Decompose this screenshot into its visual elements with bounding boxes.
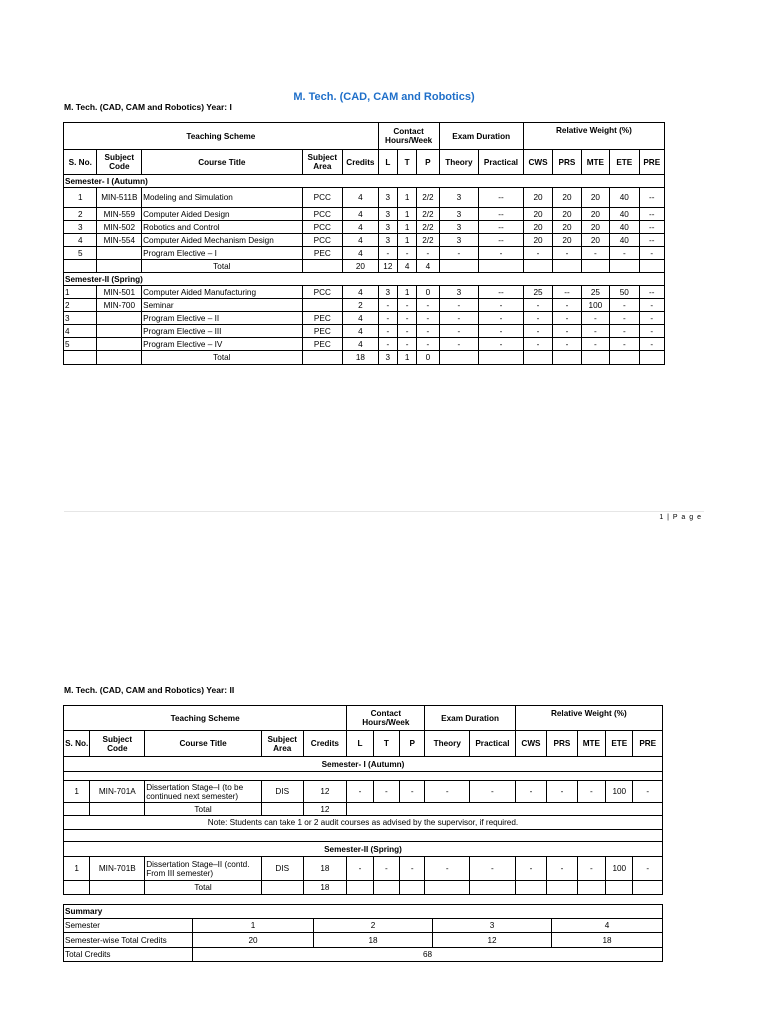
total-p: 0 xyxy=(417,351,439,365)
cell-col-10: 25 xyxy=(523,286,552,299)
cell-col-11: - xyxy=(547,781,577,803)
semester-label: Semester- I (Autumn) xyxy=(64,757,663,772)
spacer-row xyxy=(64,830,663,842)
cell-col-7: - xyxy=(400,781,425,803)
cell-col-8: - xyxy=(439,325,479,338)
year2-heading: M. Tech. (CAD, CAM and Robotics) Year: II xyxy=(64,685,235,695)
cell-col-7: 2/2 xyxy=(417,221,439,234)
column-header: Subject Code xyxy=(90,731,145,757)
cell-col-7: - xyxy=(417,247,439,260)
cell-col-11: -- xyxy=(553,286,581,299)
cell-col-8: - xyxy=(425,781,470,803)
cell-col-4: 4 xyxy=(343,338,379,351)
cell-col-4: 4 xyxy=(343,325,379,338)
cell-col-13: 50 xyxy=(610,286,639,299)
cell-col-0: 3 xyxy=(64,312,97,325)
cell-col-10: 20 xyxy=(523,234,552,247)
cell-col-0: 5 xyxy=(64,338,97,351)
cell-col-9: - xyxy=(479,312,524,325)
table-row xyxy=(64,208,665,221)
column-header: PRS xyxy=(547,731,577,757)
summary-credit: 18 xyxy=(552,933,663,948)
column-header: PRE xyxy=(639,150,664,175)
cell-col-4: 4 xyxy=(343,286,379,299)
cell-col-11: - xyxy=(553,299,581,312)
cell-col-1 xyxy=(97,338,142,351)
table-row xyxy=(64,299,665,312)
summary-semester: 2 xyxy=(314,919,433,933)
cell-col-3: PEC xyxy=(302,338,343,351)
semester-label: Semester- I (Autumn) xyxy=(64,175,665,188)
total-t: 4 xyxy=(397,260,416,273)
cell-col-9: -- xyxy=(479,221,524,234)
cell-col-3: PCC xyxy=(302,234,343,247)
table-row xyxy=(64,221,665,234)
total-label: Total xyxy=(142,351,302,365)
total-t: 1 xyxy=(397,351,416,365)
cell-col-2: Dissertation Stage–I (to be continued next semester) xyxy=(145,781,262,803)
cell-col-7: - xyxy=(417,338,439,351)
cell-col-5: - xyxy=(347,857,373,881)
cell-col-4: 12 xyxy=(303,781,347,803)
cell-col-14: - xyxy=(639,299,664,312)
year1-heading: M. Tech. (CAD, CAM and Robotics) Year: I xyxy=(64,102,232,112)
cell-col-14: - xyxy=(639,247,664,260)
cell-col-0: 5 xyxy=(64,247,97,260)
cell-col-5: 3 xyxy=(378,286,397,299)
column-header: L xyxy=(347,731,373,757)
table-row xyxy=(64,857,663,881)
cell-col-1 xyxy=(97,312,142,325)
cell-col-12: 20 xyxy=(581,208,609,221)
column-header: Theory xyxy=(425,731,470,757)
cell-col-12: - xyxy=(581,325,609,338)
spacer-row xyxy=(64,772,663,781)
cell-col-6: - xyxy=(397,325,416,338)
cell-col-12: 20 xyxy=(581,234,609,247)
cell-col-5: 3 xyxy=(378,221,397,234)
group-header-row xyxy=(64,123,665,150)
cell-col-2: Program Elective – III xyxy=(142,325,302,338)
cell-col-6: - xyxy=(397,338,416,351)
cell-col-11: 20 xyxy=(553,234,581,247)
cell-col-8: 3 xyxy=(439,234,479,247)
table-row xyxy=(64,781,663,803)
cell-col-6: 1 xyxy=(397,221,416,234)
total-credits: 12 xyxy=(303,803,347,816)
summary-semester: 3 xyxy=(433,919,552,933)
cell-col-10: - xyxy=(523,325,552,338)
column-header: PRE xyxy=(633,731,663,757)
cell-col-2: Computer Aided Manufacturing xyxy=(142,286,302,299)
cell-col-6: 1 xyxy=(397,234,416,247)
cell-col-10: - xyxy=(523,338,552,351)
column-header: CWS xyxy=(515,731,546,757)
cell-col-8: - xyxy=(439,338,479,351)
cell-col-13: 100 xyxy=(606,781,633,803)
cell-col-9: -- xyxy=(479,286,524,299)
total-p: 4 xyxy=(417,260,439,273)
column-header: Course Title xyxy=(142,150,302,175)
cell-col-4: 18 xyxy=(303,857,347,881)
total-l: 12 xyxy=(378,260,397,273)
note-text: Note: Students can take 1 or 2 audit courses as advised by the supervisor, if required. xyxy=(64,816,663,830)
column-header: Practical xyxy=(479,150,524,175)
cell-col-6: - xyxy=(397,247,416,260)
cell-col-3: DIS xyxy=(261,781,303,803)
cell-col-7: 2/2 xyxy=(417,188,439,208)
cell-col-13: - xyxy=(610,299,639,312)
cell-col-4: 4 xyxy=(343,312,379,325)
cell-col-5: - xyxy=(378,338,397,351)
cell-col-13: 40 xyxy=(610,234,639,247)
cell-col-12: - xyxy=(581,247,609,260)
column-header: ETE xyxy=(606,731,633,757)
summary-table xyxy=(63,904,663,962)
table-row xyxy=(64,338,665,351)
semester-label: Semester-II (Spring) xyxy=(64,273,665,286)
cell-col-0: 1 xyxy=(64,188,97,208)
column-header: Theory xyxy=(439,150,479,175)
cell-col-0: 1 xyxy=(64,781,90,803)
cell-col-13: 40 xyxy=(610,188,639,208)
column-header: T xyxy=(397,150,416,175)
cell-col-5: - xyxy=(378,247,397,260)
summary-credits-label: Semester-wise Total Credits xyxy=(64,933,193,948)
cell-col-8: 3 xyxy=(439,208,479,221)
exam-duration-header: Exam Duration xyxy=(425,706,515,731)
cell-col-11: - xyxy=(553,312,581,325)
cell-col-8: 3 xyxy=(439,286,479,299)
column-header: Subject Area xyxy=(261,731,303,757)
cell-col-8: - xyxy=(439,299,479,312)
cell-col-6: - xyxy=(397,299,416,312)
cell-col-0: 3 xyxy=(64,221,97,234)
cell-col-6: 1 xyxy=(397,208,416,221)
cell-col-1: MIN-701A xyxy=(90,781,145,803)
cell-col-10: - xyxy=(515,781,546,803)
column-header: CWS xyxy=(523,150,552,175)
relative-weight-header: Relative Weight (%) xyxy=(515,706,662,731)
column-header: Credits xyxy=(343,150,379,175)
teaching-scheme-header: Teaching Scheme xyxy=(64,706,347,731)
cell-col-3: PCC xyxy=(302,208,343,221)
cell-col-10: - xyxy=(515,857,546,881)
relative-weight-header: Relative Weight (%) xyxy=(523,123,664,150)
summary-credit: 12 xyxy=(433,933,552,948)
cell-col-1: MIN-554 xyxy=(97,234,142,247)
summary-heading: Summary xyxy=(64,905,663,919)
cell-col-6: 1 xyxy=(397,188,416,208)
cell-col-9: - xyxy=(479,299,524,312)
cell-col-0: 2 xyxy=(64,208,97,221)
cell-col-13: 40 xyxy=(610,221,639,234)
cell-col-9: - xyxy=(479,325,524,338)
cell-col-2: Robotics and Control xyxy=(142,221,302,234)
cell-col-8: 3 xyxy=(439,188,479,208)
cell-col-5: - xyxy=(378,325,397,338)
cell-col-6: - xyxy=(373,857,399,881)
table-row xyxy=(64,312,665,325)
column-header: ETE xyxy=(610,150,639,175)
cell-col-8: - xyxy=(439,247,479,260)
cell-col-1: MIN-501 xyxy=(97,286,142,299)
table-row xyxy=(64,188,665,208)
teaching-scheme-header: Teaching Scheme xyxy=(64,123,379,150)
cell-col-3: DIS xyxy=(261,857,303,881)
page-divider xyxy=(64,511,704,512)
summary-semester: 1 xyxy=(193,919,314,933)
column-header: T xyxy=(373,731,399,757)
table-row xyxy=(64,247,665,260)
cell-col-5: - xyxy=(378,299,397,312)
cell-col-0: 1 xyxy=(64,286,97,299)
table-row xyxy=(64,325,665,338)
total-credits: 18 xyxy=(343,351,379,365)
table-row xyxy=(64,286,665,299)
cell-col-7: 2/2 xyxy=(417,208,439,221)
cell-col-4: 4 xyxy=(343,208,379,221)
cell-col-9: -- xyxy=(479,208,524,221)
column-header: Credits xyxy=(303,731,347,757)
cell-col-3: PEC xyxy=(302,312,343,325)
cell-col-12: - xyxy=(577,857,605,881)
cell-col-0: 2 xyxy=(64,299,97,312)
cell-col-4: 4 xyxy=(343,247,379,260)
cell-col-12: 100 xyxy=(581,299,609,312)
summary-total-row xyxy=(64,948,663,962)
cell-col-0: 4 xyxy=(64,325,97,338)
year1-table xyxy=(63,122,665,365)
cell-col-9: -- xyxy=(479,234,524,247)
contact-hours-header: Contact Hours/Week xyxy=(347,706,425,731)
cell-col-3 xyxy=(302,299,343,312)
cell-col-10: - xyxy=(523,312,552,325)
total-label: Total xyxy=(142,260,302,273)
cell-col-4: 2 xyxy=(343,299,379,312)
total-row xyxy=(64,260,665,273)
cell-col-12: - xyxy=(581,312,609,325)
column-header: Course Title xyxy=(145,731,262,757)
cell-col-1: MIN-502 xyxy=(97,221,142,234)
column-header: PRS xyxy=(553,150,581,175)
cell-col-7: - xyxy=(417,299,439,312)
cell-col-10: 20 xyxy=(523,221,552,234)
summary-semester-row xyxy=(64,919,663,933)
cell-col-2: Program Elective – II xyxy=(142,312,302,325)
cell-col-8: 3 xyxy=(439,221,479,234)
cell-col-12: 25 xyxy=(581,286,609,299)
cell-col-13: 100 xyxy=(606,857,633,881)
cell-col-11: - xyxy=(553,247,581,260)
table-row xyxy=(64,234,665,247)
cell-col-14: - xyxy=(633,781,663,803)
group-header-row xyxy=(64,706,663,731)
cell-col-9: -- xyxy=(479,188,524,208)
cell-col-9: - xyxy=(470,781,516,803)
cell-col-1 xyxy=(97,325,142,338)
semester1-rows xyxy=(64,188,665,260)
summary-total-label: Total Credits xyxy=(64,948,193,962)
cell-col-7: - xyxy=(417,312,439,325)
total-row xyxy=(64,803,663,816)
contact-hours-header: Contact Hours/Week xyxy=(378,123,439,150)
column-header: Practical xyxy=(470,731,516,757)
cell-col-0: 4 xyxy=(64,234,97,247)
total-label: Total xyxy=(145,881,262,895)
column-header-row xyxy=(64,150,665,175)
cell-col-11: - xyxy=(553,325,581,338)
cell-col-2: Computer Aided Design xyxy=(142,208,302,221)
column-header: Subject Area xyxy=(302,150,343,175)
cell-col-7: - xyxy=(400,857,425,881)
cell-col-7: 0 xyxy=(417,286,439,299)
cell-col-14: -- xyxy=(639,188,664,208)
cell-col-13: 40 xyxy=(610,208,639,221)
column-header: Subject Code xyxy=(97,150,142,175)
year2-table xyxy=(63,705,663,895)
cell-col-10: - xyxy=(523,299,552,312)
cell-col-7: - xyxy=(417,325,439,338)
cell-col-7: 2/2 xyxy=(417,234,439,247)
cell-col-4: 4 xyxy=(343,234,379,247)
cell-col-6: - xyxy=(373,781,399,803)
cell-col-14: -- xyxy=(639,221,664,234)
total-credits: 18 xyxy=(303,881,347,895)
exam-duration-header: Exam Duration xyxy=(439,123,523,150)
cell-col-12: 20 xyxy=(581,188,609,208)
cell-col-2: Program Elective – IV xyxy=(142,338,302,351)
cell-col-10: 20 xyxy=(523,208,552,221)
total-label: Total xyxy=(145,803,262,816)
cell-col-2: Computer Aided Mechanism Design xyxy=(142,234,302,247)
cell-col-1: MIN-701B xyxy=(90,857,145,881)
cell-col-3: PCC xyxy=(302,188,343,208)
semester-label: Semester-II (Spring) xyxy=(64,842,663,857)
summary-semester-label: Semester xyxy=(64,919,193,933)
cell-col-5: 3 xyxy=(378,188,397,208)
cell-col-14: -- xyxy=(639,234,664,247)
cell-col-8: - xyxy=(425,857,470,881)
cell-col-12: 20 xyxy=(581,221,609,234)
page-number: 1 | P a g e xyxy=(659,514,702,521)
cell-col-4: 4 xyxy=(343,188,379,208)
column-header-row xyxy=(64,731,663,757)
cell-col-3: PCC xyxy=(302,286,343,299)
cell-col-14: - xyxy=(639,338,664,351)
cell-col-1: MIN-559 xyxy=(97,208,142,221)
cell-col-11: - xyxy=(553,338,581,351)
cell-col-2: Seminar xyxy=(142,299,302,312)
summary-total: 68 xyxy=(193,948,663,962)
total-credits: 20 xyxy=(343,260,379,273)
cell-col-14: -- xyxy=(639,208,664,221)
cell-col-10: 20 xyxy=(523,188,552,208)
column-header: MTE xyxy=(581,150,609,175)
cell-col-9: - xyxy=(479,338,524,351)
cell-col-14: - xyxy=(639,325,664,338)
cell-col-14: - xyxy=(633,857,663,881)
column-header: L xyxy=(378,150,397,175)
total-l: 3 xyxy=(378,351,397,365)
summary-semester: 4 xyxy=(552,919,663,933)
column-header: P xyxy=(400,731,425,757)
cell-col-13: - xyxy=(610,312,639,325)
cell-col-14: - xyxy=(639,312,664,325)
cell-col-11: 20 xyxy=(553,208,581,221)
total-row xyxy=(64,881,663,895)
total-row xyxy=(64,351,665,365)
cell-col-13: - xyxy=(610,338,639,351)
summary-credit: 20 xyxy=(193,933,314,948)
cell-col-3: PEC xyxy=(302,247,343,260)
column-header: MTE xyxy=(577,731,605,757)
cell-col-13: - xyxy=(610,325,639,338)
cell-col-3: PEC xyxy=(302,325,343,338)
cell-col-11: - xyxy=(547,857,577,881)
cell-col-13: - xyxy=(610,247,639,260)
summary-credits-row xyxy=(64,933,663,948)
cell-col-1 xyxy=(97,247,142,260)
cell-col-11: 20 xyxy=(553,188,581,208)
cell-col-12: - xyxy=(581,338,609,351)
cell-col-9: - xyxy=(470,857,516,881)
cell-col-5: - xyxy=(347,781,373,803)
column-header: S. No. xyxy=(64,731,90,757)
summary-credit: 18 xyxy=(314,933,433,948)
cell-col-6: - xyxy=(397,312,416,325)
cell-col-9: - xyxy=(479,247,524,260)
cell-col-8: - xyxy=(439,312,479,325)
cell-col-2: Modeling and Simulation xyxy=(142,188,302,208)
cell-col-5: - xyxy=(378,312,397,325)
page-title: M. Tech. (CAD, CAM and Robotics) xyxy=(293,91,475,103)
cell-col-4: 4 xyxy=(343,221,379,234)
column-header: P xyxy=(417,150,439,175)
cell-col-2: Program Elective – I xyxy=(142,247,302,260)
cell-col-0: 1 xyxy=(64,857,90,881)
cell-col-6: 1 xyxy=(397,286,416,299)
cell-col-10: - xyxy=(523,247,552,260)
cell-col-2: Dissertation Stage–II (contd. From III semester) xyxy=(145,857,262,881)
semester2-rows xyxy=(64,286,665,351)
cell-col-12: - xyxy=(577,781,605,803)
cell-col-5: 3 xyxy=(378,208,397,221)
cell-col-11: 20 xyxy=(553,221,581,234)
cell-col-14: -- xyxy=(639,286,664,299)
cell-col-1: MIN-700 xyxy=(97,299,142,312)
column-header: S. No. xyxy=(64,150,97,175)
cell-col-5: 3 xyxy=(378,234,397,247)
cell-col-1: MIN-511B xyxy=(97,188,142,208)
cell-col-3: PCC xyxy=(302,221,343,234)
